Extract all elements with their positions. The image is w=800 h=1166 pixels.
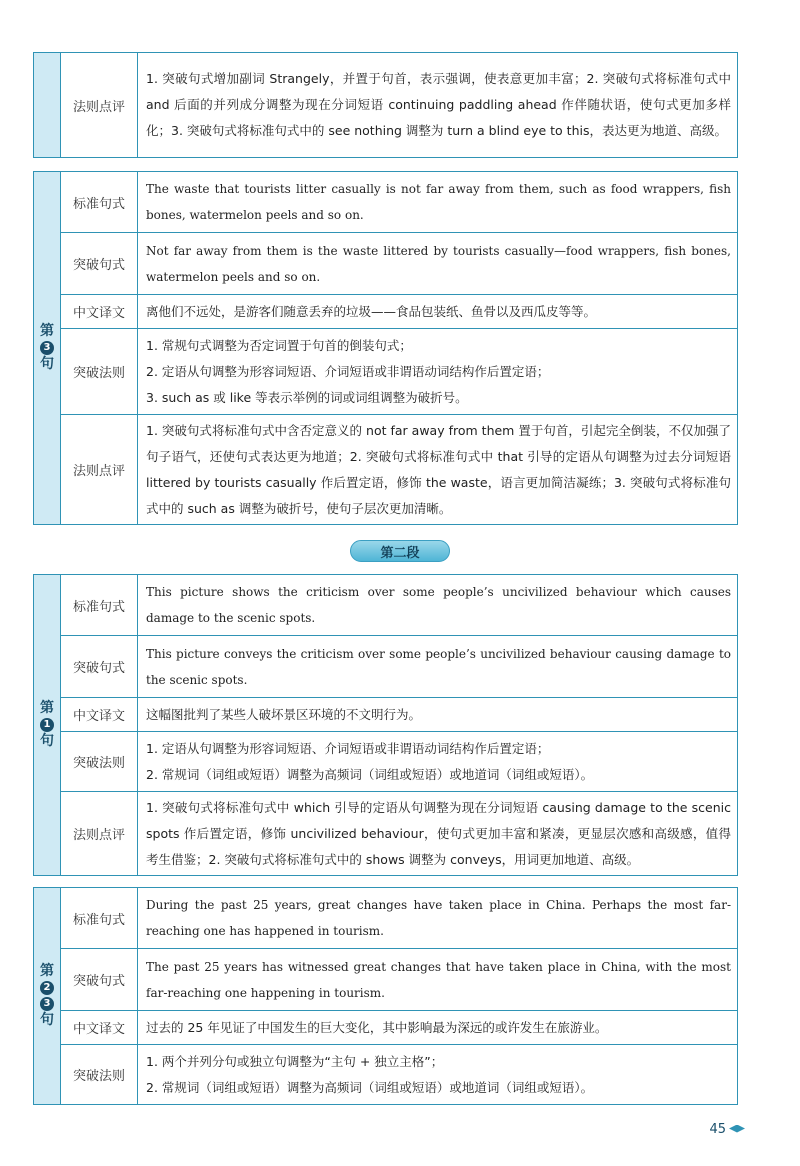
- rule-line: 2. 定语从句调整为形容词短语、介词短语或非谓语动词结构作后置定语；: [146, 363, 550, 379]
- rule-table-top: [33, 52, 738, 158]
- rule-line: 1. 两个并列分句或独立句调整为“主句 + 独立主格”；: [146, 1053, 444, 1069]
- row-text: The past 25 years has witnessed great changes that have taken place in China, with the most far-reaching one happening in tourism.: [146, 959, 731, 1000]
- table-row: [61, 1010, 737, 1044]
- row-label: 法则点评: [61, 53, 138, 157]
- row-label: 突破法则: [61, 732, 138, 791]
- row-label: 法则点评: [61, 415, 138, 524]
- side-label-pre: 第: [40, 963, 54, 979]
- sentence-number-badge: 3: [40, 341, 54, 355]
- row-label: 中文译文: [61, 295, 138, 328]
- rule-table-sentence-2-3: [33, 887, 738, 1105]
- rule-line: 1. 定语从句调整为形容词短语、介词短语或非谓语动词结构作后置定语；: [146, 740, 550, 756]
- rule-line: 3. such as 或 like 等表示举例的词或词组调整为破折号。: [146, 389, 468, 405]
- table-row: [61, 53, 737, 157]
- row-text: This picture shows the criticism over some people’s uncivilized behaviour which causes damage to the scenic spots.: [146, 585, 731, 625]
- side-label-post: 句: [40, 1012, 54, 1028]
- row-text: [138, 732, 737, 791]
- table-row: [61, 328, 737, 414]
- table-row: [61, 888, 737, 948]
- row-text: The waste that tourists litter casually is not far away from them, such as food wrappers, fish bones, watermelon peels and so on.: [146, 182, 731, 222]
- side-label-post: 句: [40, 733, 54, 749]
- table-row: [61, 697, 737, 731]
- side-label: [34, 53, 61, 157]
- table-row: [61, 294, 737, 328]
- table-row: [61, 232, 737, 294]
- row-text: This picture conveys the criticism over some people’s uncivilized behaviour causing damage to the scenic spots.: [146, 646, 731, 687]
- row-text: Not far away from them is the waste littered by tourists casually—food wrappers, fish bones, watermelon peels and so on.: [146, 243, 731, 284]
- page-number: [709, 1122, 745, 1137]
- row-label: 突破法则: [61, 1045, 138, 1104]
- page-number-text: 45: [709, 1122, 726, 1137]
- table-row: [61, 948, 737, 1010]
- row-text: 1. 突破句式将标准句式中 which 引导的定语从句调整为现在分词短语 causing damage to the scenic spots 作后置定语，修饰 uncivilized behaviour，使句式更加丰富和紧凑，更显层次感和高级感，值得考生借鉴；2. 突破句式将标准句式中的 shows 调整为 conveys，用词更加地道、高级。: [146, 799, 731, 867]
- row-text: [138, 329, 737, 414]
- row-label: 突破句式: [61, 636, 138, 697]
- row-label: 标准句式: [61, 888, 138, 948]
- table-row: [61, 575, 737, 635]
- sentence-number-badge: 2: [40, 981, 54, 995]
- section-heading: 第二段: [350, 540, 450, 562]
- side-label-post: 句: [40, 356, 54, 372]
- sentence-number-badge: 1: [40, 718, 54, 732]
- side-label: [34, 172, 61, 524]
- side-label-pre: 第: [40, 323, 54, 339]
- row-text: 这幅图批判了某些人破坏景区环境的不文明行为。: [146, 706, 422, 722]
- rule-line: 2. 常规词（词组或短语）调整为高频词（词组或短语）或地道词（词组或短语）。: [146, 1079, 594, 1095]
- table-row: [61, 791, 737, 875]
- row-label: 突破句式: [61, 233, 138, 294]
- side-label: [34, 575, 61, 875]
- row-text: 1. 突破句式将标准句式中含否定意义的 not far away from them 置于句首，引起完全倒装，不仅加强了句子语气，还使句式表达更为地道；2. 突破句式将标准句式中 that 引导的定语从句调整为过去分词短语 littered by tourists casually 作后置定语，修饰 the waste，语言更加简洁凝练；3. 突破句式将标准句式中的 such as 调整为破折号，使句子层次更加清晰。: [146, 422, 731, 516]
- rule-line: 2. 常规词（词组或短语）调整为高频词（词组或短语）或地道词（词组或短语）。: [146, 766, 594, 782]
- row-label: 标准句式: [61, 575, 138, 635]
- row-label: 标准句式: [61, 172, 138, 232]
- table-row: [61, 731, 737, 791]
- row-text: [138, 1045, 737, 1104]
- side-label: [34, 888, 61, 1104]
- rule-table-sentence-1: [33, 574, 738, 876]
- row-label: 中文译文: [61, 698, 138, 731]
- row-text: 离他们不远处，是游客们随意丢弃的垃圾——食品包装纸、鱼骨以及西瓜皮等等。: [146, 303, 597, 319]
- rule-table-sentence-3: [33, 171, 738, 525]
- table-row: [61, 635, 737, 697]
- table-row: [61, 414, 737, 524]
- row-text: During the past 25 years, great changes have taken place in China. Perhaps the most far-reaching one has happened in tourism.: [146, 898, 731, 938]
- rule-line: 1. 常规句式调整为否定词置于句首的倒装句式；: [146, 337, 412, 353]
- row-label: 中文译文: [61, 1011, 138, 1044]
- side-label-pre: 第: [40, 700, 54, 716]
- graduation-cap-icon: [729, 1125, 745, 1135]
- table-row: [61, 1044, 737, 1104]
- row-text: 1. 突破句式增加副词 Strangely，并置于句首，表示强调，使表意更加丰富；2. 突破句式将标准句式中 and 后面的并列成分调整为现在分词短语 continuing paddling ahead 作伴随状语，使句式更加多样化；3. 突破句式将标准句式中的 see nothing 调整为 turn a blind eye to this，表达更为地道、高级。: [146, 71, 731, 138]
- table-row: [61, 172, 737, 232]
- row-label: 法则点评: [61, 792, 138, 875]
- row-label: 突破句式: [61, 949, 138, 1010]
- row-label: 突破法则: [61, 329, 138, 414]
- sentence-number-badge: 3: [40, 997, 54, 1011]
- row-text: 过去的 25 年见证了中国发生的巨大变化，其中影响最为深远的或许发生在旅游业。: [146, 1019, 608, 1035]
